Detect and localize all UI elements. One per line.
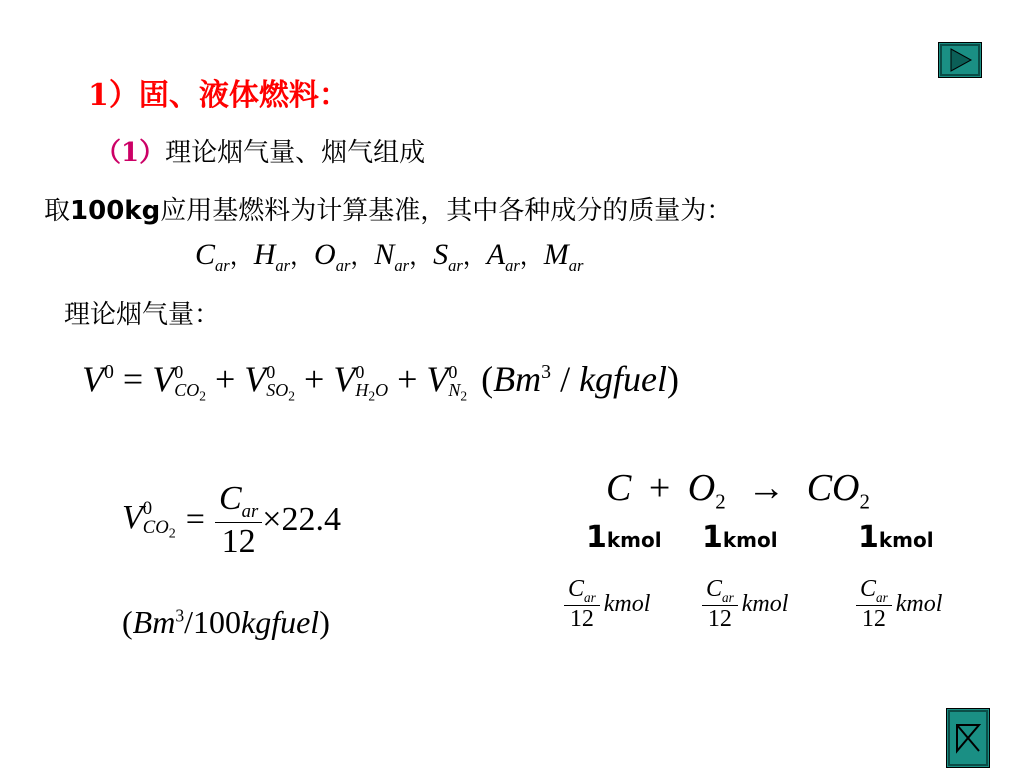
next-slide-button[interactable] xyxy=(938,42,982,78)
subheading xyxy=(95,132,425,169)
play-next-icon xyxy=(939,43,981,77)
component-separator: ， xyxy=(350,242,375,270)
reaction-equation: $C + O_2 \to CO_2$ xyxy=(606,467,870,514)
vco2-fraction: $\frac{C_{ar}}{12}$ xyxy=(215,480,262,561)
heading-text: 固、液体燃料： xyxy=(138,78,349,113)
plus-sign: + xyxy=(205,359,245,399)
theory-label: 理论烟气量： xyxy=(64,300,221,330)
main-term: V 0 $CO_2$ xyxy=(152,359,206,404)
subheading-text: 理论烟气量、烟气组成 xyxy=(165,138,426,168)
main-term: V 0 $H_2O$ xyxy=(333,359,389,404)
component-item: $M_{ar}$ xyxy=(543,238,584,275)
heading-number: 1） xyxy=(88,78,139,113)
frac-item-1: $\frac{C_{ar}}{12}$ kmol xyxy=(564,576,650,633)
main-term: V 0 $SO_2$ xyxy=(244,359,296,404)
main-term: V 0 $N_2$ xyxy=(426,359,468,404)
equals-sign: = xyxy=(113,359,153,399)
component-item: $N_{ar}$ xyxy=(374,238,410,275)
component-separator: ， xyxy=(462,242,487,270)
equals-sign: = xyxy=(185,501,205,539)
components-row xyxy=(195,236,583,276)
frac-item-3: $\frac{C_{ar}}{12}$ kmol xyxy=(856,576,942,633)
vco2-equation xyxy=(122,480,341,561)
component-item: $S_{ar}$ xyxy=(433,238,463,275)
kmol-item-3: 1kmol xyxy=(858,520,934,555)
vco2-unit: (Bm$^3$/100kgfuel) xyxy=(122,604,330,640)
vco2-times: ×22.4 xyxy=(262,501,341,539)
plus-sign: + xyxy=(388,359,427,399)
subheading-number: （1） xyxy=(95,138,166,168)
main-equation xyxy=(82,358,679,403)
frac-item-2: $\frac{C_{ar}}{12}$ kmol xyxy=(702,576,788,633)
basis-pre: 取 xyxy=(44,196,71,226)
basis-line xyxy=(44,190,732,227)
back-button[interactable] xyxy=(946,708,990,768)
vco2-lhs: V 0 $CO_2$ xyxy=(122,497,176,542)
component-separator: ， xyxy=(229,242,254,270)
component-separator: ， xyxy=(409,242,434,270)
component-separator: ， xyxy=(290,242,315,270)
component-separator: ， xyxy=(519,242,544,270)
section-heading xyxy=(88,70,349,114)
plus-sign: + xyxy=(295,359,334,399)
component-item: $H_{ar}$ xyxy=(253,238,291,275)
kmol-item-1: 1kmol xyxy=(586,520,662,555)
back-icon xyxy=(947,709,989,767)
component-item: $A_{ar}$ xyxy=(486,238,520,275)
basis-bold: 100kg xyxy=(70,196,161,226)
component-item: $C_{ar}$ xyxy=(195,238,230,275)
main-unit: (Bm$^3$ / kgfuel) xyxy=(481,359,680,399)
kmol-item-2: 1kmol xyxy=(702,520,778,555)
main-lhs: $V^0$ xyxy=(82,359,114,399)
component-item: $O_{ar}$ xyxy=(314,238,351,275)
basis-post: 应用基燃料为计算基准，其中各种成分的质量为： xyxy=(160,196,733,226)
